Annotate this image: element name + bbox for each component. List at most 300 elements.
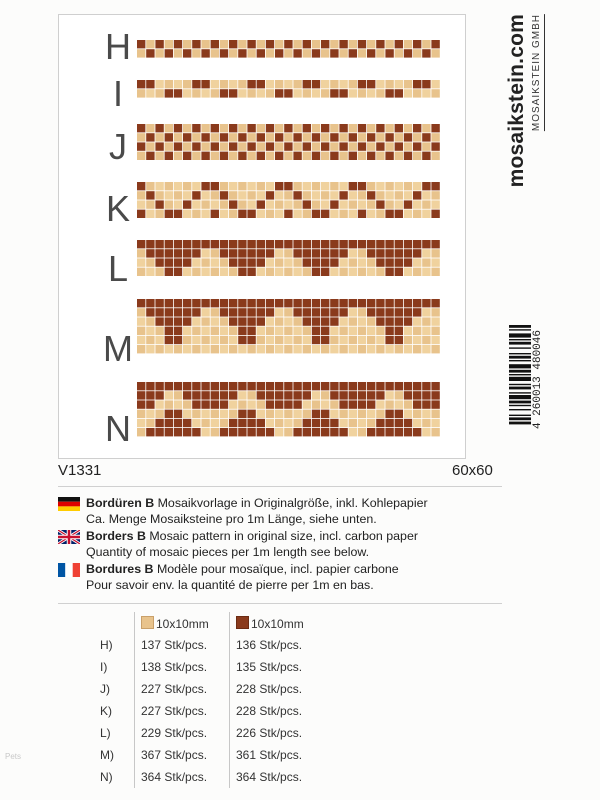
mosaic-tile <box>238 133 246 141</box>
mosaic-tile <box>165 400 173 408</box>
mosaic-tile <box>339 80 347 88</box>
barcode-bar <box>509 384 531 385</box>
mosaic-tile <box>404 299 412 307</box>
mosaic-tile <box>201 40 209 48</box>
mosaic-tile <box>321 268 329 276</box>
mosaic-tile <box>137 142 145 150</box>
pattern-band-m <box>137 299 440 355</box>
german-flag-icon <box>58 497 80 511</box>
mosaic-tile <box>211 249 219 257</box>
mosaic-tile <box>155 152 163 160</box>
mosaic-tile <box>201 191 209 199</box>
mosaic-tile <box>367 327 375 335</box>
mosaic-tile <box>385 382 393 390</box>
mosaic-tile <box>266 419 274 427</box>
mosaic-tile <box>211 152 219 160</box>
mosaic-tile <box>385 49 393 57</box>
mosaic-tile <box>303 200 311 208</box>
mosaic-tile <box>238 89 246 97</box>
mosaic-tile <box>192 299 200 307</box>
mosaic-tile <box>413 258 421 266</box>
mosaic-tile <box>413 428 421 436</box>
mosaic-tile <box>330 391 338 399</box>
mosaic-tile <box>395 210 403 218</box>
mosaic-tile <box>321 419 329 427</box>
mosaic-tile <box>275 182 283 190</box>
mosaic-tile <box>293 182 301 190</box>
mosaic-tile <box>174 400 182 408</box>
mosaic-tile <box>266 182 274 190</box>
mosaic-tile <box>201 258 209 266</box>
mosaic-tile <box>395 200 403 208</box>
mosaic-tile <box>155 317 163 325</box>
description-line: Mosaikvorlage in Originalgröße, inkl. Kohlepapier <box>157 496 428 510</box>
mosaic-tile <box>284 391 292 399</box>
mosaic-tile <box>229 419 237 427</box>
mosaic-tile <box>431 391 439 399</box>
mosaic-tile <box>385 268 393 276</box>
mosaic-tile <box>395 400 403 408</box>
mosaic-tile <box>174 89 182 97</box>
mosaic-tile <box>183 391 191 399</box>
description-line: Ca. Menge Mosaiksteine pro 1m Länge, siehe unten. <box>86 512 377 526</box>
mosaic-tile <box>293 327 301 335</box>
mosaic-tile <box>367 89 375 97</box>
mosaic-tile <box>321 133 329 141</box>
mosaic-tile <box>312 428 320 436</box>
mosaic-tile <box>284 182 292 190</box>
mosaic-tile <box>349 40 357 48</box>
mosaic-tile <box>395 182 403 190</box>
mosaic-tile <box>183 182 191 190</box>
mosaic-tile <box>376 258 384 266</box>
mosaic-tile <box>404 428 412 436</box>
mosaic-tile <box>413 191 421 199</box>
mosaic-tile <box>303 142 311 150</box>
mosaic-tile <box>183 317 191 325</box>
mosaic-tile <box>247 327 255 335</box>
mosaic-tile <box>358 191 366 199</box>
mosaic-tile <box>220 400 228 408</box>
mosaic-tile <box>165 308 173 316</box>
mosaic-tile <box>275 152 283 160</box>
mosaic-tile <box>247 308 255 316</box>
mosaic-tile <box>238 410 246 418</box>
mosaic-tile <box>312 299 320 307</box>
mosaic-tile <box>395 89 403 97</box>
mosaic-tile <box>330 268 338 276</box>
mosaic-tile <box>146 308 154 316</box>
mosaic-tile <box>220 182 228 190</box>
mosaic-tile <box>192 182 200 190</box>
mosaic-tile <box>247 382 255 390</box>
mosaic-tile <box>220 336 228 344</box>
mosaic-tile <box>422 327 430 335</box>
mosaic-tile <box>137 124 145 132</box>
barcode-bar <box>509 370 531 373</box>
mosaic-tile <box>137 182 145 190</box>
mosaic-tile <box>137 200 145 208</box>
mosaic-tile <box>339 391 347 399</box>
mosaic-tile <box>247 428 255 436</box>
mosaic-tile <box>303 210 311 218</box>
mosaic-tile <box>312 327 320 335</box>
mosaic-tile <box>192 40 200 48</box>
mosaic-tile <box>413 124 421 132</box>
mosaic-tile <box>155 428 163 436</box>
mosaic-tile <box>385 391 393 399</box>
table-row: L) 229 Stk/pcs. 226 Stk/pcs. <box>100 722 328 744</box>
mosaic-tile <box>404 317 412 325</box>
mosaic-tile <box>238 327 246 335</box>
mosaic-tile <box>312 336 320 344</box>
mosaic-tile <box>303 240 311 248</box>
mosaic-tile <box>358 419 366 427</box>
mosaic-tile <box>247 410 255 418</box>
mosaic-tile <box>284 400 292 408</box>
mosaic-tile <box>266 249 274 257</box>
mosaic-tile <box>339 317 347 325</box>
mosaic-tile <box>165 240 173 248</box>
mosaic-tile <box>229 258 237 266</box>
mosaic-tile <box>238 428 246 436</box>
mosaic-tile <box>385 299 393 307</box>
mosaic-tile <box>238 299 246 307</box>
mosaic-tile <box>275 124 283 132</box>
mosaic-tile <box>183 299 191 307</box>
mosaic-tile <box>330 124 338 132</box>
mosaic-tile <box>174 299 182 307</box>
mosaic-tile <box>247 124 255 132</box>
mosaic-tile <box>376 382 384 390</box>
product-code: V1331 <box>58 462 102 479</box>
mosaic-tile <box>358 249 366 257</box>
mosaic-tile <box>266 410 274 418</box>
mosaic-tile <box>220 428 228 436</box>
mosaic-tile <box>303 400 311 408</box>
mosaic-tile <box>174 133 182 141</box>
mosaic-tile <box>155 336 163 344</box>
mosaic-tile <box>422 419 430 427</box>
mosaic-tile <box>404 124 412 132</box>
mosaic-tile <box>165 89 173 97</box>
mosaic-tile <box>330 410 338 418</box>
mosaic-tile <box>284 191 292 199</box>
mosaic-tile <box>284 345 292 353</box>
mosaic-tile <box>174 249 182 257</box>
mosaic-tile <box>349 49 357 57</box>
mosaic-tile <box>358 152 366 160</box>
mosaic-tile <box>367 200 375 208</box>
mosaic-tile <box>312 400 320 408</box>
mosaic-tile <box>220 49 228 57</box>
mosaic-tile <box>376 89 384 97</box>
divider <box>58 486 502 487</box>
mosaic-tile <box>201 308 209 316</box>
mosaic-tile <box>275 391 283 399</box>
mosaic-tile <box>349 258 357 266</box>
mosaic-tile <box>367 336 375 344</box>
mosaic-tile <box>395 410 403 418</box>
mosaic-tile <box>330 133 338 141</box>
mosaic-tile <box>404 249 412 257</box>
mosaic-tile <box>385 336 393 344</box>
mosaic-tile <box>174 240 182 248</box>
barcode-bar <box>509 347 531 348</box>
mosaic-tile <box>165 152 173 160</box>
mosaic-tile <box>211 200 219 208</box>
mosaic-tile <box>413 410 421 418</box>
mosaic-tile <box>413 249 421 257</box>
mosaic-tile <box>376 40 384 48</box>
mosaic-tile <box>339 382 347 390</box>
mosaic-tile <box>358 400 366 408</box>
pattern-band-l <box>137 240 440 280</box>
barcode-bar <box>509 401 531 404</box>
mosaic-tile <box>211 299 219 307</box>
mosaic-tile <box>404 191 412 199</box>
mosaic-tile <box>376 191 384 199</box>
mosaic-tile <box>155 327 163 335</box>
mosaic-tile <box>266 89 274 97</box>
mosaic-tile <box>312 200 320 208</box>
mosaic-tile <box>321 382 329 390</box>
mosaic-tile <box>321 40 329 48</box>
barcode-bar <box>509 342 531 345</box>
mosaic-tile <box>174 391 182 399</box>
column-header-light: 10x10mm <box>135 612 230 634</box>
mosaic-tile <box>385 80 393 88</box>
mosaic-tile <box>211 336 219 344</box>
mosaic-tile <box>284 142 292 150</box>
mosaic-tile <box>376 345 384 353</box>
mosaic-tile <box>211 258 219 266</box>
mosaic-tile <box>275 268 283 276</box>
mosaic-tile <box>385 258 393 266</box>
mosaic-tile <box>229 89 237 97</box>
mosaic-tile <box>266 400 274 408</box>
mosaic-tile <box>404 142 412 150</box>
mosaic-tile <box>431 191 439 199</box>
mosaic-tile <box>137 249 145 257</box>
mosaic-tile <box>165 336 173 344</box>
mosaic-tile <box>220 419 228 427</box>
mosaic-tile <box>376 391 384 399</box>
mosaic-tile <box>201 240 209 248</box>
mosaic-tile <box>349 268 357 276</box>
mosaic-tile <box>330 40 338 48</box>
mosaic-tile <box>339 419 347 427</box>
mosaic-tile <box>146 124 154 132</box>
mosaic-tile <box>146 142 154 150</box>
mosaic-tile <box>211 317 219 325</box>
mosaic-tile <box>404 80 412 88</box>
mosaic-tile <box>174 80 182 88</box>
mosaic-tile <box>275 400 283 408</box>
mosaic-tile <box>385 308 393 316</box>
mosaic-tile <box>284 240 292 248</box>
mosaic-tile <box>321 345 329 353</box>
mosaic-tile <box>358 210 366 218</box>
mosaic-tile <box>330 336 338 344</box>
mosaic-tile <box>367 317 375 325</box>
mosaic-tile <box>247 240 255 248</box>
mosaic-tile <box>257 182 265 190</box>
mosaic-tile <box>165 419 173 427</box>
mosaic-tile <box>422 152 430 160</box>
mosaic-tile <box>413 419 421 427</box>
mosaic-tile <box>404 49 412 57</box>
mosaic-tile <box>395 382 403 390</box>
mosaic-tile <box>238 182 246 190</box>
mosaic-tile <box>293 345 301 353</box>
mosaic-tile <box>201 249 209 257</box>
mosaic-tile <box>293 317 301 325</box>
mosaic-tile <box>201 428 209 436</box>
mosaic-tile <box>293 299 301 307</box>
barcode-bar <box>509 377 531 381</box>
mosaic-tile <box>247 299 255 307</box>
mosaic-tile <box>220 308 228 316</box>
mosaic-tile <box>404 210 412 218</box>
mosaic-tile <box>349 308 357 316</box>
mosaic-tile <box>321 400 329 408</box>
mosaic-tile <box>422 382 430 390</box>
table-header-row <box>100 612 328 634</box>
mosaic-tile <box>431 327 439 335</box>
mosaic-tile <box>413 80 421 88</box>
mosaic-tile <box>165 124 173 132</box>
mosaic-tile <box>349 419 357 427</box>
mosaic-tile <box>174 182 182 190</box>
mosaic-tile <box>266 428 274 436</box>
mosaic-tile <box>220 345 228 353</box>
mosaic-tile <box>266 308 274 316</box>
barcode-bar <box>509 356 531 359</box>
mosaic-tile <box>155 400 163 408</box>
mosaic-tile <box>238 317 246 325</box>
mosaic-tile <box>275 258 283 266</box>
mosaic-tile <box>303 428 311 436</box>
pattern-band-n <box>137 382 440 440</box>
mosaic-tile <box>201 410 209 418</box>
mosaic-tile <box>422 268 430 276</box>
mosaic-tile <box>183 191 191 199</box>
mosaic-tile <box>293 308 301 316</box>
mosaic-tile <box>229 191 237 199</box>
mosaic-tile <box>238 124 246 132</box>
mosaic-tile <box>192 317 200 325</box>
mosaic-tile <box>229 400 237 408</box>
mosaic-tile <box>339 133 347 141</box>
mosaic-tile <box>247 336 255 344</box>
mosaic-tile <box>165 345 173 353</box>
mosaic-tile <box>422 40 430 48</box>
mosaic-tile <box>229 240 237 248</box>
mosaic-tile <box>284 327 292 335</box>
barcode-bar <box>509 360 531 361</box>
mosaic-tile <box>220 80 228 88</box>
mosaic-tile <box>174 191 182 199</box>
mosaic-tile <box>330 382 338 390</box>
mosaic-tile <box>146 336 154 344</box>
mosaic-tile <box>229 49 237 57</box>
mosaic-tile <box>146 428 154 436</box>
barcode-bar <box>509 409 531 410</box>
mosaic-tile <box>321 308 329 316</box>
mosaic-tile <box>257 152 265 160</box>
mosaic-tile <box>303 191 311 199</box>
mosaic-tile <box>413 268 421 276</box>
mosaic-tile <box>192 80 200 88</box>
mosaic-tile <box>358 428 366 436</box>
mosaic-tile <box>201 400 209 408</box>
mosaic-tile <box>349 400 357 408</box>
mosaic-tile <box>358 317 366 325</box>
mosaic-tile <box>275 382 283 390</box>
mosaic-tile <box>303 182 311 190</box>
mosaic-tile <box>155 249 163 257</box>
mosaic-tile <box>165 249 173 257</box>
mosaic-tile <box>321 124 329 132</box>
mosaic-tile <box>321 210 329 218</box>
mosaic-tile <box>257 249 265 257</box>
barcode-bar <box>509 415 531 416</box>
mosaic-tile <box>155 133 163 141</box>
mosaic-tile <box>404 336 412 344</box>
mosaic-tile <box>321 240 329 248</box>
mosaic-tile <box>330 210 338 218</box>
mosaic-tile <box>266 345 274 353</box>
mosaic-tile <box>238 268 246 276</box>
mosaic-tile <box>413 89 421 97</box>
mosaic-tile <box>165 133 173 141</box>
mosaic-tile <box>183 152 191 160</box>
mosaic-tile <box>431 124 439 132</box>
description-line: Pour savoir env. la quantité de pierre per 1m en bas. <box>86 578 374 592</box>
mosaic-tile <box>312 182 320 190</box>
mosaic-tile <box>312 142 320 150</box>
mosaic-tile <box>312 80 320 88</box>
mosaic-tile <box>358 268 366 276</box>
mosaic-tile <box>220 89 228 97</box>
mosaic-tile <box>275 299 283 307</box>
mosaic-tile <box>238 336 246 344</box>
mosaic-tile <box>220 258 228 266</box>
mosaic-tile <box>349 345 357 353</box>
mosaic-tile <box>395 80 403 88</box>
mosaic-tile <box>422 428 430 436</box>
mosaic-tile <box>238 210 246 218</box>
mosaic-tile <box>330 327 338 335</box>
mosaic-tile <box>201 210 209 218</box>
mosaic-tile <box>266 299 274 307</box>
row-letter-m: M <box>103 328 133 369</box>
mosaic-tile <box>404 382 412 390</box>
mosaic-tile <box>183 49 191 57</box>
mosaic-tile <box>257 210 265 218</box>
pattern-band-j <box>137 124 440 164</box>
mosaic-tile <box>192 142 200 150</box>
mosaic-tile <box>293 80 301 88</box>
mosaic-tile <box>358 336 366 344</box>
mosaic-tile <box>155 142 163 150</box>
mosaic-tile <box>303 80 311 88</box>
mosaic-tile <box>183 200 191 208</box>
barcode-bar <box>509 395 531 399</box>
mosaic-tile <box>137 133 145 141</box>
mosaic-tile <box>155 89 163 97</box>
